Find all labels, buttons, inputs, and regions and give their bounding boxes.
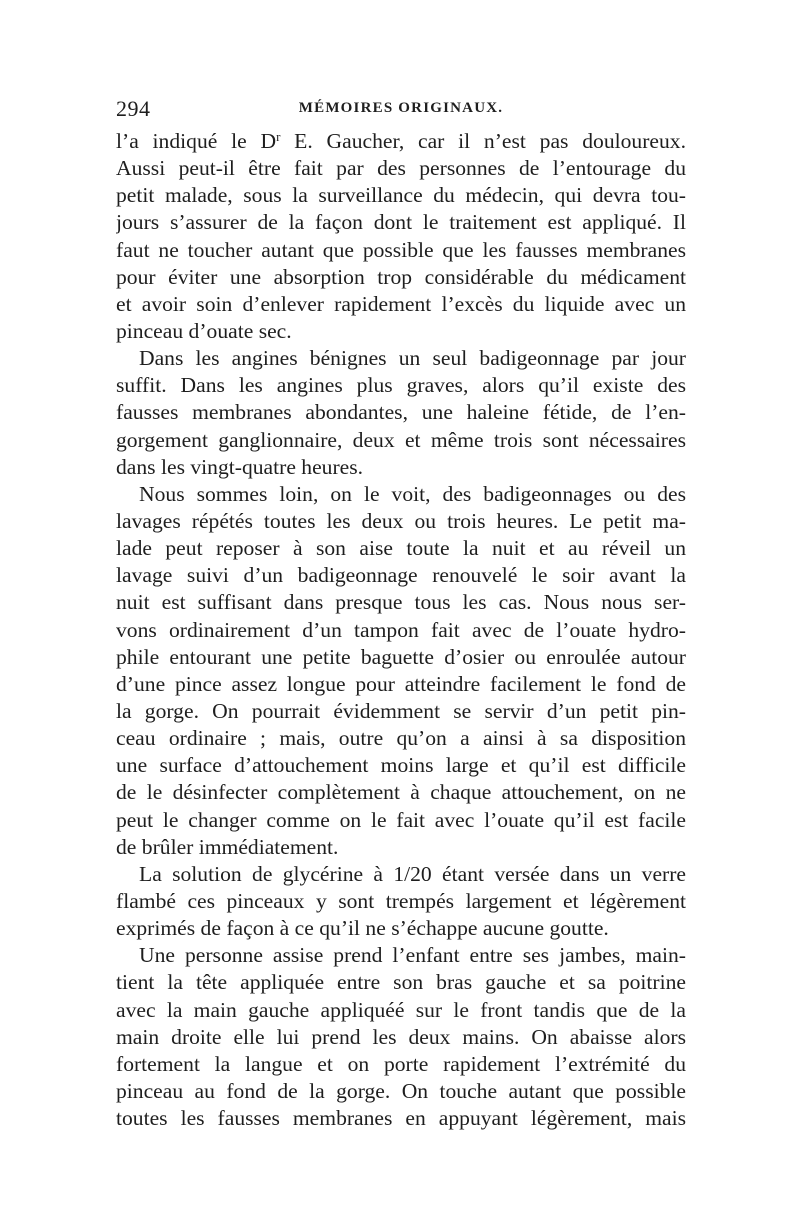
text-line: flambé ces pinceaux y sont trempés largement et légèrement [116, 888, 686, 913]
text-line [116, 128, 686, 155]
text-line: avec la main gauche appliquéé sur le front tandis que de la [116, 997, 686, 1022]
text-line: ceau ordinaire ; mais, outre qu’on a ainsi à sa disposition [116, 726, 686, 751]
text-line: jours s’assurer de la façon dont le traitement est appliqué. Il [116, 210, 686, 235]
text-line-segment: E. Gaucher, car il n’est pas douloureux. [280, 129, 686, 153]
text-line: tient la tête appliquée entre son bras gauche et sa poitrine [116, 970, 686, 995]
text-line: de le désinfecter complètement à chaque attouchement, on ne [116, 780, 686, 805]
text-line: Nous sommes loin, on le voit, des badigeonnages ou des [139, 481, 686, 506]
running-head [116, 96, 686, 124]
text-line: d’une pince assez longue pour atteindre facilement le fond de [116, 671, 686, 696]
text-line: lavages répétés toutes les deux ou trois heures. Le petit ma- [116, 508, 686, 533]
paragraph-3 [116, 481, 686, 861]
text-line: pinceau au fond de la gorge. On touche autant que possible [116, 1078, 686, 1103]
text-line: nuit est suffisant dans presque tous les cas. Nous nous ser- [116, 590, 686, 615]
text-line: la gorge. On pourrait évidemment se servir d’un petit pin- [116, 698, 686, 723]
paragraph-4 [116, 861, 686, 942]
text-line: Aussi peut-il être fait par des personnes de l’entourage du [116, 156, 686, 181]
text-line: et avoir soin d’enlever rapidement l’excès du liquide avec un [116, 291, 686, 316]
text-line: petit malade, sous la surveillance du médecin, qui devra tou- [116, 183, 686, 208]
paragraph-5 [116, 942, 686, 1132]
page-number: 294 [116, 96, 151, 121]
text-line-segment: l’a indiqué le D [116, 129, 277, 153]
superscript: r [276, 129, 281, 144]
paragraph-2 [116, 345, 686, 481]
text-line: suffit. Dans les angines plus graves, alors qu’il existe des [116, 373, 686, 398]
text-line: La solution de glycérine à 1/20 étant versée dans un verre [139, 861, 686, 886]
text-line: fausses membranes abondantes, une haleine fétide, de l’en- [116, 400, 686, 425]
text-line: peut le changer comme on le fait avec l’ouate qu’il est facile [116, 807, 686, 832]
text-line: dans les vingt-quatre heures. [116, 454, 364, 479]
text-line: toutes les fausses membranes en appuyant légèrement, mais [116, 1106, 686, 1131]
text-line: Dans les angines bénignes un seul badigeonnage par jour [139, 346, 686, 371]
text-line: fortement la langue et on porte rapidement l’extrémité du [116, 1051, 686, 1076]
text-line: pinceau d’ouate sec. [116, 318, 292, 343]
text-line: lavage suivi d’un badigeonnage renouvelé le soir avant la [116, 563, 686, 588]
body-text [116, 128, 686, 1132]
text-line: une surface d’attouchement moins large et qu’il est difficile [116, 753, 686, 778]
text-line: faut ne toucher autant que possible que les fausses membranes [116, 237, 686, 262]
text-line: pour éviter une absorption trop considérable du médicament [116, 264, 686, 289]
text-line: de brûler immédiatement. [116, 834, 339, 859]
text-line: exprimés de façon à ce qu’il ne s’échappe aucune goutte. [116, 916, 609, 941]
text-line: lade peut reposer à son aise toute la nuit et au réveil un [116, 536, 686, 561]
running-title: MÉMOIRES ORIGINAUX. [298, 100, 504, 116]
paragraph-1 [116, 128, 686, 345]
text-line: vons ordinairement d’un tampon fait avec de l’ouate hydro- [116, 617, 686, 642]
text-line: gorgement ganglionnaire, deux et même trois sont nécessaires [116, 427, 686, 452]
text-line: main droite elle lui prend les deux mains. On abaisse alors [116, 1024, 686, 1049]
text-line: Une personne assise prend l’enfant entre ses jambes, main- [139, 943, 686, 968]
text-line: phile entourant une petite baguette d’osier ou enroulée autour [116, 644, 686, 669]
